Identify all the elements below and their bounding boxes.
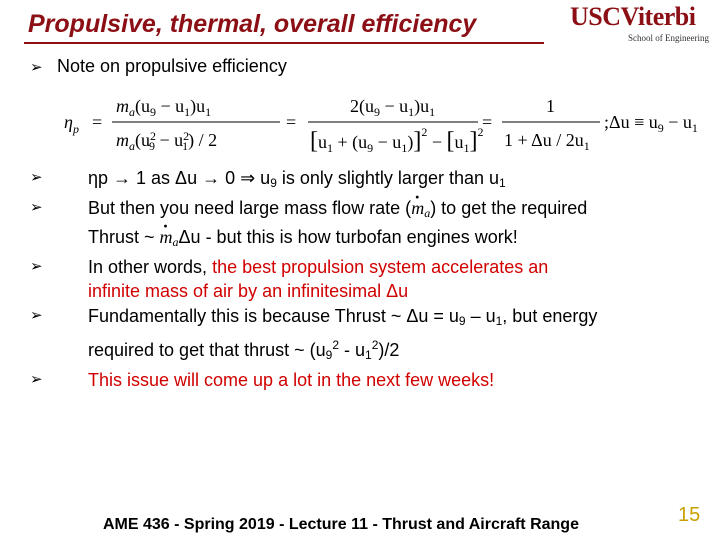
mass-flow-symbol: m · xyxy=(411,198,424,218)
arrow-bullet-icon: ➢ xyxy=(30,59,43,76)
eq-den3: $1 + \Delta u / 2u_1$ xyxy=(504,130,590,153)
list-item xyxy=(30,368,700,393)
eq-num3: 1 xyxy=(546,96,555,116)
title-underline xyxy=(24,42,544,44)
eq-delta-def: ;Δu ≡ $u_9 - u_1$ xyxy=(604,112,698,135)
logo-wordmark: USCViterbi xyxy=(570,2,696,31)
item-text: , but energy xyxy=(502,305,598,326)
eq-equals-2: = xyxy=(286,112,297,132)
arrow-bullet-icon: ➢ xyxy=(30,370,43,388)
subscript: 1 xyxy=(499,176,506,190)
subscript: 1 xyxy=(495,313,503,328)
item-text: ) to get the required xyxy=(430,197,588,218)
eq-num1: $m_a(u_9 - u_1)u_1$ xyxy=(116,96,212,119)
subscript: a xyxy=(424,205,431,220)
subscript: 9 xyxy=(270,176,277,190)
arrow-bullet-icon: ➢ xyxy=(30,198,43,216)
list-item xyxy=(30,333,700,368)
item-text: )/2 xyxy=(378,340,400,360)
intro-text: Note on propulsive efficiency xyxy=(57,56,287,76)
eq-equals-1: = xyxy=(92,112,103,132)
list-item xyxy=(30,279,700,304)
intro-bullet xyxy=(30,56,287,77)
subscript: 9 xyxy=(458,313,466,328)
subscript: 1 xyxy=(365,348,372,362)
footer-text: AME 436 - Spring 2019 - Lecture 11 - Thrust and Aircraft Range xyxy=(103,516,579,533)
arrow-bullet-icon: ➢ xyxy=(30,306,43,324)
subscript: 9 xyxy=(325,348,333,362)
list-item xyxy=(30,196,700,226)
eq-num2: $2(u_9 - u_1)u_1$ xyxy=(350,96,436,119)
item-text: But then you need large mass flow rate ( xyxy=(88,197,412,218)
highlight-text: infinite mass of air by an infinitesimal Δu xyxy=(88,281,409,301)
eq-den1: $m_a(u^2$ $9 - u^2$ 1) / 2 xyxy=(116,129,218,153)
item-text: Thrust ~ xyxy=(88,227,160,247)
page-number: 15 xyxy=(678,504,701,526)
highlight-text: This issue will come up a lot in the next few weeks! xyxy=(88,369,495,390)
list-item xyxy=(30,304,700,334)
arrow-bullet-icon: ➢ xyxy=(30,257,43,275)
item-text: required to get that thrust ~ (u xyxy=(88,340,326,360)
list-item xyxy=(30,225,700,255)
item-text: is only slightly larger than u xyxy=(276,168,499,188)
usc-viterbi-logo xyxy=(570,2,710,42)
list-item xyxy=(30,255,700,280)
efficiency-equation xyxy=(60,86,698,162)
highlight-text: the best propulsion system accelerates an xyxy=(212,256,549,277)
item-text: Fundamentally this is because Thrust ~ Δu = u xyxy=(88,305,459,326)
superscript: 2 xyxy=(332,338,340,352)
subscript: a xyxy=(172,235,179,249)
eq-lhs: $\eta_p$ xyxy=(64,112,79,136)
superscript: 2 xyxy=(371,338,379,352)
item-text: In other words, xyxy=(88,256,213,277)
bullet-list xyxy=(30,166,700,392)
eq-den2: $[u_1 + (u_9 - u_1)]^2 - [u_1]^2$ xyxy=(310,125,484,155)
mass-flow-symbol: m · xyxy=(160,227,173,247)
item-text: ηp → 1 as Δu → 0 ⇒ u xyxy=(88,168,271,188)
item-text: Δu - but this is how turbofan engines work! xyxy=(178,227,518,247)
item-text: - u xyxy=(339,340,366,360)
eq-equals-3: = xyxy=(482,112,493,132)
list-item xyxy=(30,166,700,196)
item-text: – u xyxy=(465,305,496,326)
slide-title: Propulsive, thermal, overall efficiency xyxy=(28,10,477,38)
logo-subtitle: School of Engineering xyxy=(628,33,709,43)
arrow-bullet-icon: ➢ xyxy=(30,169,43,186)
